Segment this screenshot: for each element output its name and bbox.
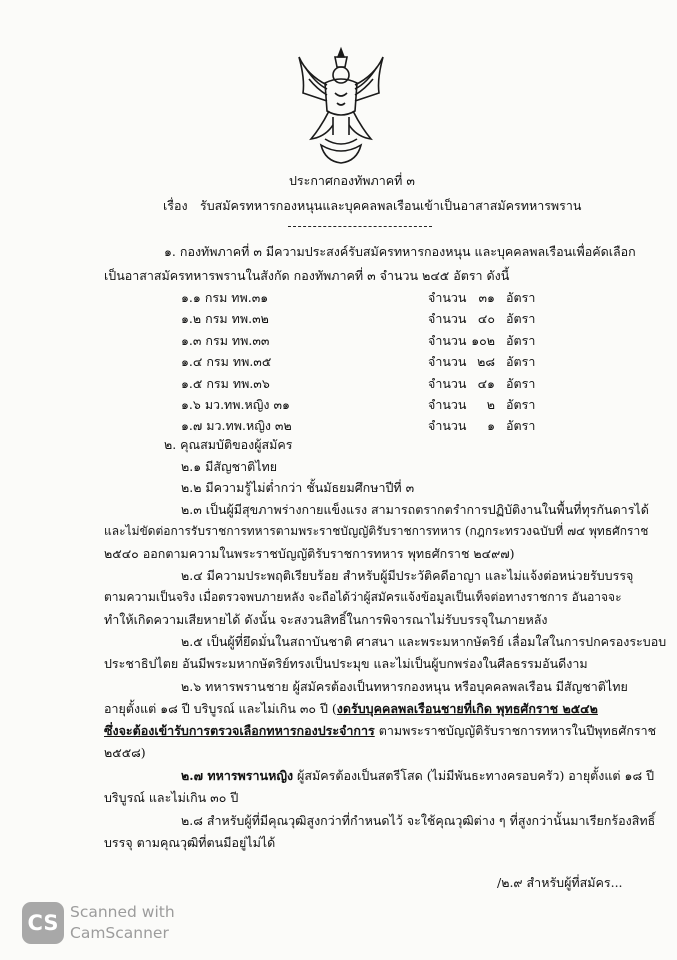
- unit-count-label: จำนวน: [428, 397, 467, 412]
- unit-count-label: จำนวน: [428, 354, 467, 369]
- qualification-6-line4: ๒๕๕๘): [104, 745, 146, 760]
- camscanner-logo: CS: [22, 902, 64, 944]
- unit-count: ๒: [486, 397, 495, 412]
- subject-label: เรื่อง: [163, 198, 188, 213]
- unit-unit: อัตรา: [506, 311, 536, 326]
- qualification-4-line2: ตามความเป็นจริง เมื่อตรวจพบภายหลัง จะถือได้ว่าผู้สมัครแจ้งข้อมูลเป็นเท็จต่อทางราชการ อันอาจจะ: [104, 590, 622, 604]
- qualification-6-age: อายุตั้งแต่ ๑๘ ปี บริบูรณ์ และไม่เกิน ๓๐ ปี (: [104, 701, 337, 716]
- unit-name: ๑.๒ กรม ทพ.๓๒: [181, 311, 269, 326]
- qualification-7-text: ผู้สมัครต้องเป็นสตรีโสด (ไม่มีพันธะทางครอบครัว) อายุตั้งแต่ ๑๘ ปี: [293, 768, 654, 783]
- qualification-6-act: ตามพระราชบัญญัติรับราชการทหารในปีพุทธศักราช: [374, 723, 657, 738]
- qualification-5-line1: ๒.๕ เป็นผู้ที่ยึดมั่นในสถาบันชาติ ศาสนา และพระมหากษัตริย์ เลื่อมใสในการปกครองระบอบ: [181, 634, 667, 649]
- unit-count: ๔๑: [477, 376, 495, 391]
- unit-unit: อัตรา: [506, 333, 536, 348]
- separator: [288, 226, 432, 227]
- scanner-line2: CamScanner: [70, 924, 169, 942]
- qualification-5-line2: ประชาธิปไตย อันมีพระมหากษัตริย์ทรงเป็นประมุข และไม่เป็นผู้บกพร่องในศีลธรรมอันดีงาม: [104, 656, 588, 671]
- qualification-3-line1: ๒.๓ เป็นผู้มีสุขภาพร่างกายแข็งแรง สามารถตรากตรำการปฏิบัติงานในพื้นที่ทุรกันดารได้: [181, 502, 649, 517]
- unit-name: ๑.๔ กรม ทพ.๓๕: [181, 354, 272, 369]
- qualification-6-exclusion: งดรับบุคคลพลเรือนชายที่เกิด พุทธศักราช ๒๕๔๒: [336, 701, 598, 716]
- qualification-6-conscription: ซึ่งจะต้องเข้ารับการตรวจเลือกทหารกองประจำการ: [104, 723, 375, 738]
- qualification-7-line1: [181, 768, 654, 783]
- unit-count-label: จำนวน: [428, 333, 467, 348]
- qualification-3-line3: ๒๕๔๐ ออกตามความในพระราชบัญญัติรับราชการทหาร พุทธศักราช ๒๔๙๗): [104, 546, 515, 561]
- unit-unit: อัตรา: [506, 290, 536, 305]
- unit-name: ๑.๖ มว.ทพ.หญิง ๓๑: [181, 397, 290, 412]
- announcement-title: ประกาศกองทัพภาคที่ ๓: [289, 173, 415, 188]
- section2-heading: ๒. คุณสมบัติของผู้สมัคร: [164, 437, 293, 452]
- unit-count-label: จำนวน: [428, 418, 467, 433]
- para1-line1: ๑. กองทัพภาคที่ ๓ มีความประสงค์รับสมัครทหารกองหนุน และบุคคลพลเรือนเพื่อคัดเลือก: [164, 244, 636, 259]
- unit-count-label: จำนวน: [428, 290, 467, 305]
- unit-count: ๔๐: [477, 311, 495, 326]
- qualification-8-line1: ๒.๘ สำหรับผู้ที่มีคุณวุฒิสูงกว่าที่กำหนดไว้ จะใช้คุณวุฒิต่าง ๆ ที่สูงกว่านั้นมาเรียกร้องสิทธิ์: [181, 813, 656, 828]
- qualification-4-line1: ๒.๔ มีความประพฤติเรียบร้อย สำหรับผู้มีประวัติคดีอาญา และไม่แจ้งต่อหน่วยรับบรรจุ: [181, 568, 634, 583]
- qualification-7-line2: บริบูรณ์ และไม่เกิน ๓๐ ปี: [104, 790, 239, 805]
- unit-unit: อัตรา: [506, 354, 536, 369]
- unit-name: ๑.๗ มว.ทพ.หญิง ๓๒: [181, 418, 292, 433]
- unit-count: ๑: [487, 418, 495, 433]
- unit-count: ๒๘: [477, 354, 495, 369]
- qualification-3-line2: และไม่ขัดต่อการรับราชการทหารตามพระราชบัญญัติรับราชการทหาร (กฎกระทรวงฉบับที่ ๗๔ พุทธศักราช: [104, 524, 649, 538]
- qualification-1: ๒.๑ มีสัญชาติไทย: [181, 459, 278, 474]
- qualification-6-line3: [104, 723, 656, 738]
- qualification-6-line2: [104, 701, 598, 716]
- unit-unit: อัตรา: [506, 397, 536, 412]
- unit-name: ๑.๕ กรม ทพ.๓๖: [181, 376, 270, 391]
- unit-name: ๑.๑ กรม ทพ.๓๑: [181, 290, 269, 305]
- unit-unit: อัตรา: [506, 418, 536, 433]
- subject-text: รับสมัครทหารกองหนุนและบุคคลพลเรือนเข้าเป็นอาสาสมัครทหารพราน: [200, 198, 582, 213]
- unit-count-label: จำนวน: [428, 376, 467, 391]
- qualification-7-heading: ๒.๗ ทหารพรานหญิง: [181, 768, 294, 783]
- qualification-6-line1: ๒.๖ ทหารพรานชาย ผู้สมัครต้องเป็นทหารกองหนุน หรือบุคคลพลเรือน มีสัญชาติไทย: [181, 679, 628, 694]
- para1-line2: เป็นอาสาสมัครทหารพรานในสังกัด กองทัพภาคที่ ๓ จำนวน ๒๔๕ อัตรา ดังนี้: [104, 268, 510, 283]
- qualification-4-line3: ทำให้เกิดความเสียหายได้ ดังนั้น จะสงวนสิทธิ์ในการพิจารณาไม่รับบรรจุในภายหลัง: [104, 612, 548, 627]
- unit-name: ๑.๓ กรม ทพ.๓๓: [181, 333, 270, 348]
- unit-unit: อัตรา: [506, 376, 536, 391]
- continuation-note: /๒.๙ สำหรับผู้ที่สมัคร...: [497, 875, 623, 890]
- unit-count: ๓๑: [478, 290, 495, 305]
- qualification-8-line2: บรรจุ ตามคุณวุฒิที่ตนมีอยู่ไม่ได้: [104, 835, 276, 850]
- scanner-line1: Scanned with: [70, 903, 175, 921]
- garuda-emblem: [295, 45, 387, 165]
- qualification-2: ๒.๒ มีความรู้ไม่ต่ำกว่า ชั้นมัธยมศึกษาปีที่ ๓: [181, 480, 415, 495]
- unit-count-label: จำนวน: [428, 311, 467, 326]
- unit-count: ๑๐๒: [471, 333, 495, 348]
